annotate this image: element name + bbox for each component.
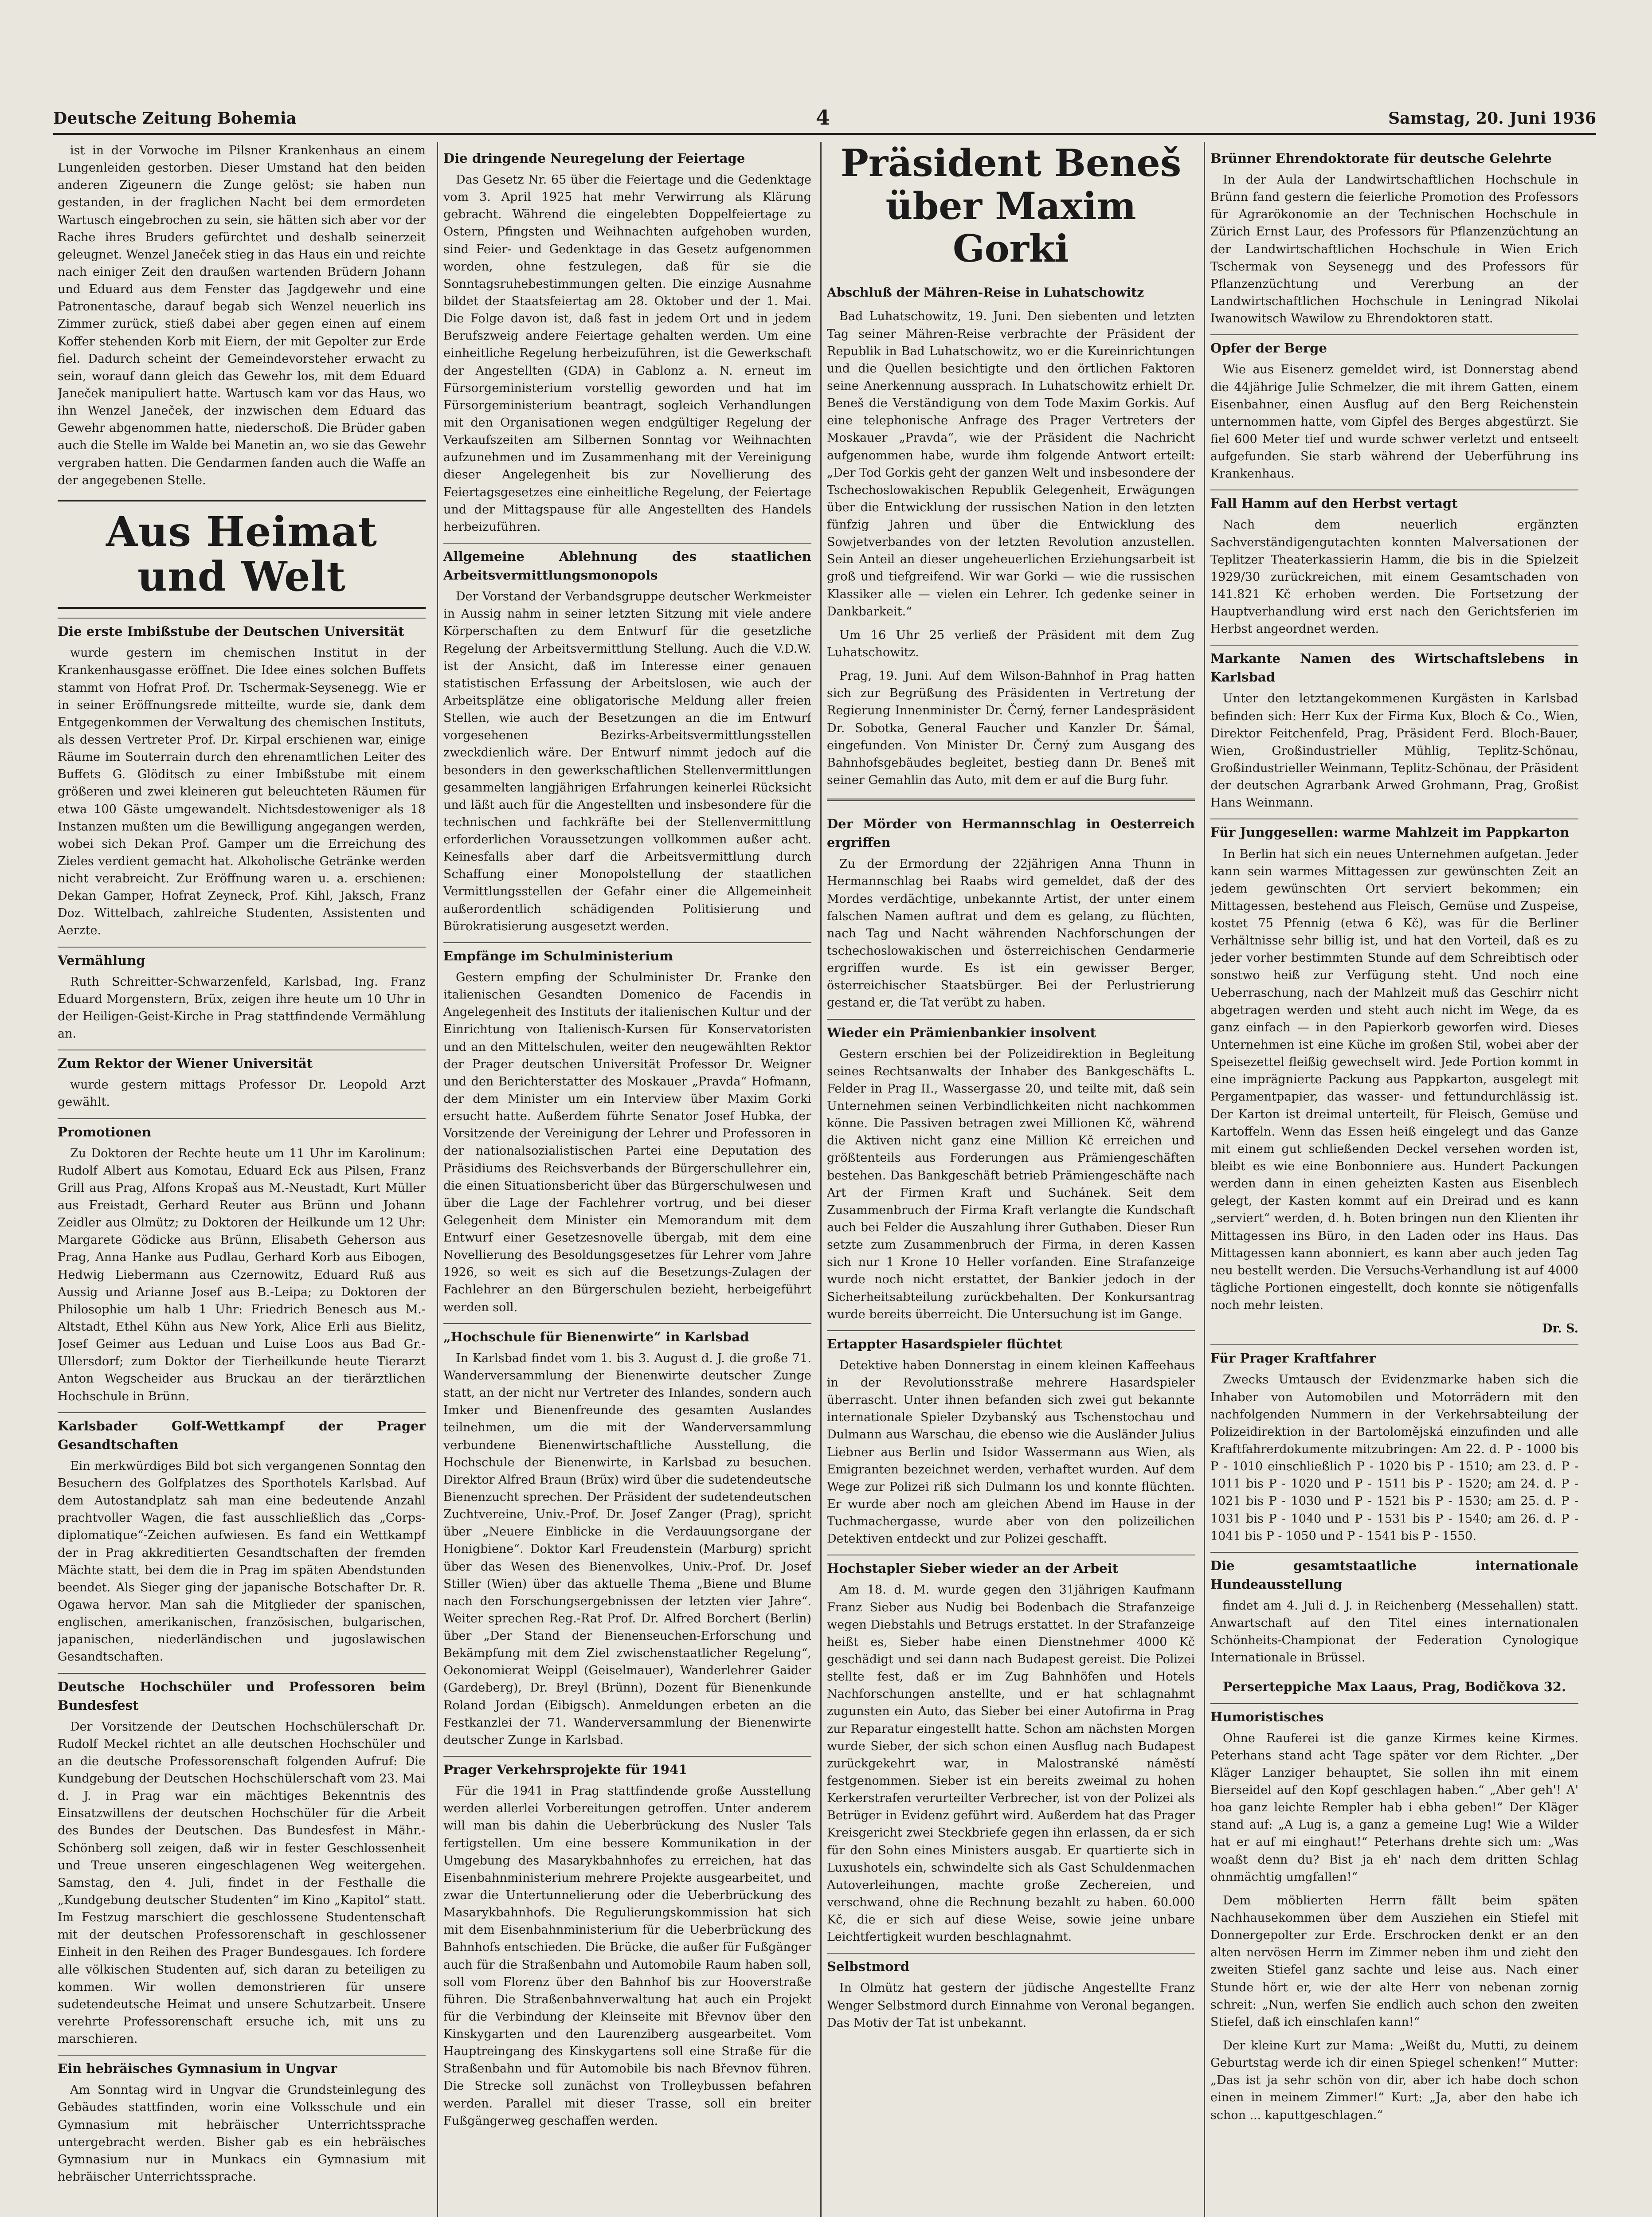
article-text: Bad Luhatschowitz, 19. Juni. Den siebenten und letzten Tag seiner Mähren-Reise verbrachte der Präsident der Republik in Bad Luhatschowitz, wo er die Kureinrichtungen und die Quellen besichtigte und den örtlichen Faktoren seine Anerkennung aussprach. In Luhatschowitz erhielt Dr. Beneš die Verständigung von dem Tode Maxim Gorkis. Auf eine telephonische Anfrage des Prager Vertreters der Moskauer „Pravda“, wie der Präsident die Nachricht aufgenommen habe, wurde ihm folgende Antwort erteilt: „Der Tod Gorkis geht der ganzen Welt und insbesondere der Tschechoslowakischen Republik Gelegenheit, Erwägungen über die Entwicklung der russischen Nation in den letzten fünfzig Jahren und über die Entwicklung des Sowjetverbandes von der letzten Revolution anzustellen. Sein Anteil an dieser ungeheuerlichen Erziehungsarbeit ist groß und tiefgreifend. Wir war Gorki — wie die russischen Klassiker alle — vielen ein Lehrer. Ich gedenke seiner in Dankbarkeit.“ [827,309,1195,619]
article-text: Um 16 Uhr 25 verließ der Präsident mit dem Zug Luhatschowitz. [827,628,1195,660]
advertisement-line: Perserteppiche Max Laaus, Prag, Bodičkova 32. [1222,1679,1566,1694]
article-heading: Deutsche Hochschüler und Professoren beim Bundesfest [58,1673,426,1715]
column-rule [1204,142,1205,2217]
article-heading: Der Mörder von Hermannschlag in Oesterreich ergriffen [827,816,1195,850]
article-heading: Für Junggesellen: warme Mahlzeit im Pappkarton [1210,819,1578,842]
article-heading: Hochstapler Sieber wieder an der Arbeit [827,1555,1195,1578]
article-text: wurde gestern mittags Professor Dr. Leopold Arzt gewählt. [58,1078,426,1109]
article-heading: Prager Verkehrsprojekte für 1941 [443,1756,811,1779]
article-text: Der Vorsitzende der Deutschen Hochschülerschaft Dr. Rudolf Meckel richtet an alle deutschen Hochschüler und an die deutsche Professorenschaft folgenden Aufruf: Die Kundgebung der Deutschen Hochschülerschaft vom 23. Mai d. J. in Prag war ein mächtiges Bekenntnis des Einsatzwillens der deutschen Hochschüler für die Arbeit des Bundes der Deutschen. Das Bundesfest in Mähr.-Schönberg soll zeigen, daß wir in fester Geschlossenheit und Treue unseren eingeschlagenen Weg weitergehen. Samstag, den 4. Juli, findet in der Festhalle die „Kundgebung deutscher Studenten“ im Kino „Kapitol“ statt. Im Festzug marschiert die geschlossene Studentenschaft mit der deutschen Professorenschaft in geschlossener Einheit in den Reihen des Prager Bundesgaues. Ich fordere alle völkischen Studenten auf, sich daran zu beteiligen zu kommen. Wir wollen demonstrieren für unsere sudetendeutsche Heimat und unsere Schutzarbeit. Unsere verehrte Professorenschaft ersuche ich, mit uns zu marschieren. [58,1720,426,2046]
article-heading: Ertappter Hasardspieler flüchtet [827,1330,1195,1353]
column-3 [827,142,1195,2217]
article-text: findet am 4. Juli d. J. in Reichenberg (Messehallen) statt. Anwartschaft auf den Titel eines internationalen Schönheits-Championat der Federation Cynologique Internationale in Brüssel. [1210,1598,1578,1665]
article-text: Am 18. d. M. wurde gegen den 31jährigen Kaufmann Franz Sieber aus Nudig bei Bodenbach die Strafanzeige wegen Diebstahls und Betrugs erstattet. In der Strafanzeige heißt es, Sieber habe einen Dienstnehmer 4000 Kč geschädigt und sei dann nach Budapest gereist. Die Polizei stellte fest, daß er im Zug Bahnhöfen und Hotels Nachforschungen anstellte, und er hat schlagnahmt zugunsten ein Auto, das Sieber bei einer Autofirma in Prag zur Reparatur eingestellt hatte. Schon am nächsten Morgen wurde Sieber, der sich schon einen Ausflug nach Budapest zurückgekehrt war, in Malostranské náměstí festgenommen. Sieber ist ein bereits zweimal zu hohen Kerkerstrafen verurteilter Verbrecher, ist von der Polizei als Betrüger in Evidenz geführt wird. Außerdem hat das Prager Kreisgericht zwei Steckbriefe gegen ihn erlassen, da er sich für den Sohn eines Ministers ausgab. Er quartierte sich in Luxushotels ein, schwindelte sich als Gast Schuldenmachen Autoverleihungen, machte große Zechereien, und verschwand, ohne die Rechnung bezahlt zu haben. 60.000 Kč, die er sich auf diese Weise, sowie jeine unbare Leichtfertigkeit wurden beschlagnahmt. [827,1583,1195,1944]
article-text: Unter den letztangekommenen Kurgästen in Karlsbad befinden sich: Herr Kux der Firma Kux, Bloch & Co., Wien, Direktor Feitchenfeld, Prag, Präsident Ferd. Bloch-Bauer, Wien, Großindustrieller Mühlig, Teplitz-Schönau, Großindustrieller Weinmann, Teplitz-Schönau, der Präsident der deutschen Agrarbank Arwed Grohmann, Prag, Großist Hans Weinmann. [1210,692,1578,810]
article-heading: Karlsbader Golf-Wettkampf der Prager Gesandtschaften [58,1412,426,1454]
article-heading: Brünner Ehrendoktorate für deutsche Gelehrte [1210,151,1552,166]
article-text: Für die 1941 in Prag stattfindende große Ausstellung werden allerlei Vorbereitungen getroffen. Unter anderem will man bis dahin die Ueberbrückung des Nusler Tals fertigstellen. Um eine bessere Kommunikation in der Umgebung des Masarykbahnhofes zu erreichen, hat das Eisenbahnministerium mehrere Projekte ausgearbeitet, und zwar die Untertunnelierung oder die Ueberbrückung des Masarykbahnhofs. Die Regulierungskommission hat sich mit dem Eisenbahnministerium für die Ueberbrückung des Bahnhofs entschieden. Die Brücke, die außer für Fußgänger auch für die Straßenbahn und Automobile Raum haben soll, soll vom Florenz über den Bahnhof bis zur Hooverstraße führen. Die Straßenbahnverwaltung hat auch ein Projekt für die Verbindung der Kleinseite mit Břevnov über den Kinskygarten und den Laurenziberg ausgearbeitet. Vom Hauptreingang des Kinskygartens soll eine Straße für die Straßenbahn und für Automobile bis nach Břevnov führen. Die Strecke soll zunächst von Trolleybussen befahren werden. Parallel mit dieser Trasse, soll ein breiter Fußgängerweg geschaffen werden. [443,1784,811,2128]
article-text: In der Aula der Landwirtschaftlichen Hochschule in Brünn fand gestern die feierliche Promotion des Professors für Agrarökonomie an der Technischen Hochschule in Zürich Ernst Laur, des Professors für Pflanzenzüchtung an der Landwirtschaftlichen Hochschule in Wien Erich Tschermak von Seysenegg und des Professors für Pflanzenzüchtung und Vererbung an der Landwirtschaftlichen Hochschule in Leningrad Nikolai Iwanowitsch Wawilow zu Ehrendoktoren statt. [1210,173,1578,326]
article-text: Ruth Schreitter-Schwarzenfeld, Karlsbad, Ing. Franz Eduard Morgenstern, Brüx, zeigen ihre heute um 10 Uhr in der Heiligen-Geist-Kirche in Prag stattfindende Vermählung an. [58,975,426,1041]
article-text: Das Gesetz Nr. 65 über die Feiertage und die Gedenktage vom 3. April 1925 hat mehr Verwirrung als Klärung gebracht. Während die eingelebten Doppelfeiertage zu Ostern, Pfingsten und Weihnachten aufgehoben wurden, sind Feier- und Gedenktage in das Gesetz aufgenommen worden, ohne festzulegen, daß für sie die Sonntagsruhebestimmungen gelten. Die einzige Ausnahme bildet der Staatsfeiertag am 28. Oktober und der 1. Mai. Die Folge davon ist, daß fast in jedem Ort und in jedem Berufszweig andere Feiertage gehalten werden. Um eine einheitliche Regelung herbeizuführen, ist die Gewerkschaft der Angestellten (GDA) in Gablonz a. N. erneut im Fürsorgeministerium vorstellig geworden und hat im Fürsorgeministerium beantragt, sogleich Verhandlungen mit den Organisationen wegen endgültiger Regelung der Verkaufszeiten am Silbernen Sonntag vor Weihnachten aufzunehmen und im Zusammenhang mit der Vereinigung dieser Angelegenheit bis zur Novellierung des Feiertagsgesetzes eine einheitliche Regelung, der Feiertage und der Mittagspause für alle Angestellten des Handels herbeizuführen. [443,173,811,534]
article-heading: Vermählung [58,947,426,970]
article-heading: Markante Namen des Wirtschaftslebens in Karlsbad [1210,645,1578,686]
article-text: Zu der Ermordung der 22jährigen Anna Thunn in Hermannschlag bei Raabs wird gemeldet, daß der des Mordes verdächtige, unbekannte Artist, der unter einem falschen Namen auftrat und dem es gelang, zu flüchten, nach Tag und Nacht währenden Nachforschungen der tschechoslowakischen und österreichischen Gendarmerie ergriffen wurde. Es ist ein gewisser Berger, österreichischer Staatsbürger. Bei der Perlustrierung gestand er, die Tat verübt zu haben. [827,857,1195,1010]
masthead [53,102,1596,135]
article-text: Der Vorstand der Verbandsgruppe deutscher Werkmeister in Aussig nahm in seiner letzten Sitzung mit viele andere Körperschaften zu dem Entwurf für die gesetzliche Regelung der Arbeitsvermittlung Stellung. Auch die V.D.W. ist der Ansicht, daß im Interesse einer genauen statistischen Erfassung der Arbeitslosen, wie auch der Arbeitsplätze eine obligatorische Meldung aller freien Stellen, wie auch der Besetzungen an die im Entwurf vorgesehenen Bezirks-Arbeitsvermittlungsstellen zweckdienlich wäre. Der Entwurf nimmt jedoch auf die besonders in den gewerkschaftlichen Stellenvermittlungen gesammelten langjährigen Erfahrungen keinerlei Rücksicht und läßt auch für die Angestellten und insbesondere für die technischen und fachkräfte bei der Stellenvermittlung erforderlichen Voraussetzungen vollkommen außer acht. Keinesfalls aber darf die Arbeitsvermittlung durch Schaffung einer Monopolstellung der staatlichen Vermittlungsstellen der Gefahr einer die Allgemeinheit außerordentlich schädigenden Politisierung und Bürokratisierung ausgesetzt werden. [443,590,811,933]
article-heading: Wieder ein Prämienbankier insolvent [827,1019,1195,1042]
article-text: Ohne Rauferei ist die ganze Kirmes keine Kirmes. Peterhans stand acht Tage später vor dem Richter. „Der Kläger Lanziger behauptet, Sie sollen ihn mit einem Bierseidel auf den Kopf geschlagen haben.“ „Aber geh'! A' hoa ganz leichte Rempler hab i ebha geben!“ Der Kläger stand auf: „A Lug is, a ganz a gemeine Lug! Wie a Wilder hat er auf mi einghaut!“ Peterhans drehte sich um: „Was woaßt denn du? Bist ja eh' nach dem dritten Schlag ohnmächtig umgfallen!“ [1210,1731,1578,1884]
author-signature: Dr. S. [1542,1322,1578,1336]
issue-date: Samstag, 20. Juni 1936 [1388,109,1596,128]
article-text: ist in der Vorwoche im Pilsner Krankenhaus an einem Lungenleiden gestorben. Dieser Umstand hat den beiden anderen Zigeunern die Zunge gelöst; sie haben nun gestanden, in der fraglichen Nacht bei dem ermordeten Wartusch eingebrochen zu sein, sie hätten sich aber vor der Rache ihres Bruders gefürchtet und deshalb seinerzeit geleugnet. Wenzel Janeček stieg in das Haus ein und reichte nach einiger Zeit den draußen wartenden Brüdern Johann und Eduard aus dem Fenster das Jagdgewehr und eine Patronentasche, darauf begab sich Wenzel neuerlich ins Zimmer zurück, stieß dabei aber gegen einen auf einem Koffer stehenden Korb mit Eiern, der mit Gepolter zur Erde fiel. Dadurch scheint der Gemeindevorsteher erwacht zu sein, worauf dann gleich das Gewehr los, mit dem Eduard Janeček manipuliert hatte. Wartusch kam vor das Haus, wo ihn Wenzel Janeček, der inzwischen dem Eduard das Gewehr abgenommen hatte, niederschoß. Die Brüder gaben auch die Stelle im Walde bei Manetin an, wo sie das Gewehr vergraben hatten. Die Gendarmen fanden auch die Waffe an der angegebenen Stelle. [58,144,426,487]
article-text: Prag, 19. Juni. Auf dem Wilson-Bahnhof in Prag hatten sich zur Begrüßung des Präsidenten in Vertretung der Regierung Innenminister Dr. Černý, ferner Landespräsident Dr. Sobotka, General Faucher und Kanzler Dr. Šámal, eingefunden. Von Minister Dr. Černý zum Ausgang des Bahnhofsgebäudes begleitet, bestieg dann Dr. Beneš mit seiner Gemahlin das Auto, mit dem er auf die Burg fuhr. [827,669,1195,787]
article-text: Zu Doktoren der Rechte heute um 11 Uhr im Karolinum: Rudolf Albert aus Komotau, Eduard Eck aus Pilsen, Franz Grill aus Prag, Alfons Kropaš aus M.-Neustadt, Kurt Müller aus Freistadt, Gerhard Reuter aus Brünn und Johann Zeidler aus Olmütz; zu Doktoren der Heilkunde um 12 Uhr: Margarete Gödicke aus Brünn, Elisabeth Geherson aus Prag, Anna Hanke aus Pudlau, Gerhard Korb aus Eibogen, Hedwig Liebermann aus Czernowitz, Eduard Ruß aus Aussig und Arianne Josef aus B.-Leipa; zu Doktoren der Philosophie um halb 1 Uhr: Friedrich Benesch aus M.-Altstadt, Ethel Kühn aus New York, Alice Erli aus Bielitz, Josef Geimer aus Leduan und Luise Loos aus Bad Gr.-Ullersdorf; zum Doktor der Tierheilkunde heute Tierarzt Anton Wegscheider aus Bruckau an der tierärztlichen Hochschule in Brünn. [58,1146,426,1403]
article-heading: Selbstmord [827,1953,1195,1976]
article-text: wurde gestern im chemischen Institut in der Krankenhausgasse eröffnet. Die Idee eines solchen Buffets stammt von Hofrat Prof. Dr. Tschermak-Seysenegg. Wie er in seiner Eröffnungsrede mitteilte, wurde sie, dank dem Entgegenkommen der Verwaltung des chemischen Instituts, als dessen Vertreter Prof. Dr. Kirpal erschienen war, einige Räume im Souterrain durch den ehrenamtlichen Leiter des Buffets G. Glöditsch zu einer Imbißstube mit einem größeren und zwei kleineren gut beleuchteten Räumen für etwa 100 Gäste umgewandelt. Nichtsdestoweniger als 18 Instanzen mußten um die Bewilligung angegangen werden, wobei sich Dekan Prof. Gamper um die Erreichung des Zieles verdient gemacht hat. Alkoholische Getränke werden nicht verabreicht. Zur Eröffnung waren u. a. erschienen: Dekan Gamper, Hofrat Zeyneck, Prof. Kihl, Jaksch, Franz Doz. Wittelbach, zahlreiche Studenten, Assistenten und Aerzte. [58,646,426,938]
article-text: Ein merkwürdiges Bild bot sich vergangenen Sonntag den Besuchern des Golfplatzes des Sporthotels Karlsbad. Auf dem Autostandplatz sah man eine bedeutende Anzahl prachtvoller Wagen, die fast ausschließlich das „Corps-diplomatique“-Zeichen aufwiesen. Es fand ein Wettkampf der in Prag akkreditierten Gesandtschaften der fremden Mächte statt, bei dem die in Prag im späten Abendstunden beendet. Als Sieger ging der japanische Botschafter Dr. R. Ogawa hervor. Man sah die Mitglieder der spanischen, englischen, amerikanischen, französischen, bulgarischen, japanischen, niederländischen und jugoslawischen Gesandtschaften. [58,1459,426,1664]
column-1 [58,142,426,2217]
column-rule [437,142,438,2217]
article-text: Am Sonntag wird in Ungvar die Grundsteinlegung des Gebäudes stattfinden, worin eine Volksschule und ein Gymnasium mit hebräischer Unterrichtssprache untergebracht werden. Bisher gab es ein hebräisches Gymnasium nur in Munkacs ein Gymnasium mit hebräischer Unterrichtssprache. [58,2083,426,2184]
article-heading: Humoristisches [1210,1703,1578,1726]
article-heading: Fall Hamm auf den Herbst vertagt [1210,490,1578,513]
lead-subheading: Abschluß der Mähren-Reise in Luhatschowitz [827,285,1144,300]
article-heading: Ein hebräisches Gymnasium in Ungvar [58,2055,426,2078]
article-heading: „Hochschule für Bienenwirte“ in Karlsbad [443,1323,811,1346]
article-heading: Zum Rektor der Wiener Universität [58,1050,426,1073]
article-text: Gestern empfing der Schulminister Dr. Franke den italienischen Gesandten Domenico de Facendis in Angelegenheit des Instituts der italienischen Kultur und der Einrichtung von Italienisch-Kursen für Konservatoristen und an den Mittelschulen, weiter den neugewählten Rektor der Prager deutschen Universität Professor Dr. Weigner und den Berichterstatter des Moskauer „Pravda“ Hofmann, der dem Minister um ein Interview über Maxim Gorki ersucht hatte. Außerdem führte Senator Josef Hubka, der Vorsitzende der Vereinigung der Lehrer und Professoren in der nationalsozialistischen Partei eine Deputation des Präsidiums des Reichsverbands der Bürgerschullehrer ein, die einen Situationsbericht über das Bürgerschulwesen und über die Lage der Fachlehrer vortrug, und bei dieser Gelegenheit dem Minister ein Memorandum mit dem Entwurf einer Gesetzesnovelle übergab, mit dem eine Novellierung des Besoldungsgesetzes für Lehrer vom Jahre 1926, so weit es sich auf die Besetzungs-Zulagen der Fachlehrer an den Bürgerschulen bezieht, herbeigeführt werden soll. [443,970,811,1314]
article-text: Dem möblierten Herrn fällt beim späten Nachhausekommen über dem Ausziehen ein Stiefel mit Donnergepolter zur Erde. Erschrocken denkt er an den alten nervösen Herrn im Zimmer neben ihm und zieht den zweiten Stiefel ganz sachte und leise aus. Nach einer Stunde hört er, wie der alte Herr von nebenan zornig schreit: „Nun, werfen Sie endlich auch schon den zweiten Stiefel, daß ich einschlafen kann!“ [1210,1893,1578,2029]
article-text: Wie aus Eisenerz gemeldet wird, ist Donnerstag abend die 44jährige Julie Schmelzer, die mit ihrem Gatten, einem Eisenbahner, einen Ausflug auf den Berg Reichenstein unternommen hatte, vom Gipfel des Berges abgestürzt. Sie fiel 600 Meter tief und wurde schwer verletzt und entseelt aufgefunden. Sie starb während der Ueberführung ins Krankenhaus. [1210,363,1578,481]
article-text: Detektive haben Donnerstag in einem kleinen Kaffeehaus in der Revolutionsstraße mehrere Hasardspieler überrascht. Unter ihnen befanden sich zwei gut bekannte internationale Spieler Dzybanský aus Tschenstochau und Dulmann aus Warschau, die ebenso wie die Ausländer Julius Liebner aus Berlin und Isidor Wassermann aus Wien, als Emigranten bezeichnet werden, verhaftet wurden. Auf dem Wege zur Polizei riß sich Dulmann los und konnte flüchten. Er wurde aber noch am gleichen Abend im Hause in der Tuchmachergasse, wurde aber von den polizeilichen Detektiven entdeckt und zur Polizei geschafft. [827,1358,1195,1546]
column-4 [1210,142,1578,2217]
lead-headline: Präsident Beneš über Maxim Gorki [840,142,1182,271]
article-text: Nach dem neuerlich ergänzten Sachverständigengutachten konnten Malversationen der Teplitzer Theaterkassierin Hamm, die bis in die Spielzeit 1929/30 zurückreichen, mit einem Gesamtschaden von 141.821 Kč erhoben werden. Die Fortsetzung der Hauptverhandlung wird erst nach den Gerichtsferien im Herbst angeordnet werden. [1210,518,1578,636]
newspaper-name: Deutsche Zeitung Bohemia [53,109,297,128]
article-divider [827,799,1195,801]
article-text: In Karlsbad findet vom 1. bis 3. August d. J. die große 71. Wanderversammlung der Bienenwirte deutscher Zunge statt, an der nicht nur Vertreter des Inlandes, sondern auch Imker und Bienenfreunde des gesamten Auslandes teilnehmen, um die mit der Wanderversammlung verbundene Bienenwirtschaftliche Ausstellung, die Hochschule der Bienenwirte, in Karlsbad zu besuchen. Direktor Alfred Braun (Brüx) wird über die sudetendeutsche Bienenzucht sprechen. Der Präsident der sudetendeutschen Zuchtvereine, Univ.-Prof. Dr. Josef Zanger (Prag), spricht über „Neuere Einblicke in die Verdauungsorgane der Honigbiene“. Doktor Karl Freudenstein (Marburg) spricht über das Wesen des Bienenvolkes, Univ.-Prof. Dr. Josef Stiller (Wien) über das aktuelle Thema „Biene und Blume nach den Forschungsergebnissen der letzten vier Jahre“. Weiter sprechen Reg.-Rat Prof. Dr. Alfred Borchert (Berlin) über „Der Stand der Bienenseuchen-Erforschung und Bekämpfung mit dem Ziel zwischenstaatlicher Regelung“, Oekonomierat Weippl (Geiselmauer), Wanderlehrer Gaider (Gardeberg), Dr. Breyl (Brünn), Dozent für Bienenkunde Roland Jordan (Eibigsch). Anmeldungen erbeten an die Festkanzlei der 71. Wanderversammlung der Bienenwirte deutscher Zunge in Karlsbad. [443,1351,811,1747]
column-2 [443,142,811,2217]
article-text: Zwecks Umtausch der Evidenzmarke haben sich die Inhaber von Automobilen und Motorrädern mit den nachfolgenden Nummern in der Verkehrsabteilung der Polizeidirektion in der Bartolomějská einzufinden und alle Kraftfahrerdokumente mitzubringen: Am 22. d. P - 1000 bis P - 1010 einschließlich P - 1020 bis P - 1510; am 23. d. P - 1011 bis P - 1020 und P - 1511 bis P - 1520; am 24. d. P - 1021 bis P - 1030 und P - 1521 bis P - 1530; am 25. d. P - 1031 bis P - 1040 und P - 1531 bis P - 1540; am 26. d. P - 1041 bis P - 1050 und P - 1541 bis P - 1550. [1210,1373,1578,1543]
article-text: In Olmütz hat gestern der jüdische Angestellte Franz Wenger Selbstmord durch Einnahme von Veronal begangen. Das Motiv der Tat ist unbekannt. [827,1981,1195,2030]
article-heading: Empfänge im Schulministerium [443,942,811,965]
article-text: Der kleine Kurt zur Mama: „Weißt du, Mutti, zu deinem Geburtstag werde ich dir einen Spiegel schenken!“ Mutter: „Das ist ja sehr schön von dir, aber ich habe doch schon einen in meinem Zimmer!“ Kurt: „Ja, aber den habe ich schon ... kaputtgeschlagen.“ [1210,2039,1578,2122]
article-text: In Berlin hat sich ein neues Unternehmen aufgetan. Jeder kann sein warmes Mittagessen zur gewünschten Zeit an jedem gewünschten Ort serviert bekommen; ein Mittagessen, bestehend aus Fleisch, Gemüse und Zuspeise, kostet 75 Pfennig (etwa 6 Kč), was für die Berliner Verhältnisse sehr billig ist, und hat den Vorteil, daß es zu jeder vorher bestimmten Stunde auf dem Schreibtisch oder sonstwo heiß zur Verfügung steht. Und noch eine Ueberraschung, nach der Mahlzeit muß das Geschirr nicht abgetragen werden und steht auch nicht im Wege, da es ganz einfach — in den Papierkorb geworfen wird. Dieses Unternehmen ist eine Küche im großen Stil, wobei aber der Speisezettel fleißig gewechselt wird. Jede Portion kommt in eine imprägnierte Packung aus Pappkarton, ausgelegt mit Pergamentpapier, das wasser- und fettundurchlässig ist. Der Karton ist dreimal unterteilt, für Fleisch, Gemüse und Kartoffeln. Wenn das Essen heiß eingelegt und das Ganze mit einem gut schließenden Deckel versehen worden ist, bleibt es wie eine Bonbonniere aus. Hundert Packungen werden dann in einen geheizten Kasten aus Eisenblech gelegt, der Kasten kommt auf ein Dreirad und es kann „serviert“ werden, d. h. Boten bringen nun den Klienten ihr Mittagessen ins Büro, in den Laden oder ins Haus. Das Mittagessen kann abonniert, es kann aber auch jeden Tag neu bestellt werden. Die Versuchs-Verhandlung ist auf 4000 tägliche Portionen eingestellt, doch konnte sie nötigenfalls noch mehr leisten. [1210,847,1578,1312]
article-heading: Allgemeine Ablehnung des staatlichen Arbeitsvermittlungsmonopols [443,543,811,584]
article-text: Gestern erschien bei der Polizeidirektion in Begleitung seines Rechtsanwalts der Inhaber des Bankgeschäfts L. Felder in Prag II., Wassergasse 20, und teilte mit, daß sein Unternehmen seinen Verbindlichkeiten nicht nachkommen könne. Die Passiven betragen zwei Millionen Kč, während die Aktiven nicht ganz eine Million Kč erreichen und größtenteils aus Forderungen aus Prämiengeschäften bestehen. Das Bankgeschäft betrieb Prämiengeschäfte nach Art der Firmen Kraft und Suchánek. Seit dem Zusammenbruch der Firma Kraft verlangte die Kundschaft auch bei Felder die Auszahlung ihrer Guthaben. Dieser Run setzte zum Zusammenbruch der Firma, in deren Kassen sich nur 1 Krone 10 Heller vorfanden. Eine Strafanzeige wurde noch nicht erstattet, der Bankier jedoch in der Sicherheitsabteilung zurückbehalten. Der Konkursantrag wurde bereits überreicht. Die Untersuchung ist im Gange. [827,1047,1195,1321]
section-heading: Aus Heimat und Welt [58,500,426,609]
article-heading: Für Prager Kraftfahrer [1210,1344,1578,1367]
article-heading: Die erste Imbißstube der Deutschen Universität [58,618,426,641]
article-heading: Die dringende Neuregelung der Feiertage [443,151,745,166]
column-rule [820,142,822,2217]
article-heading: Die gesamtstaatliche internationale Hundeausstellung [1210,1552,1578,1594]
article-heading: Promotionen [58,1118,426,1141]
article-heading: Opfer der Berge [1210,334,1578,357]
page-number: 4 [816,106,830,129]
